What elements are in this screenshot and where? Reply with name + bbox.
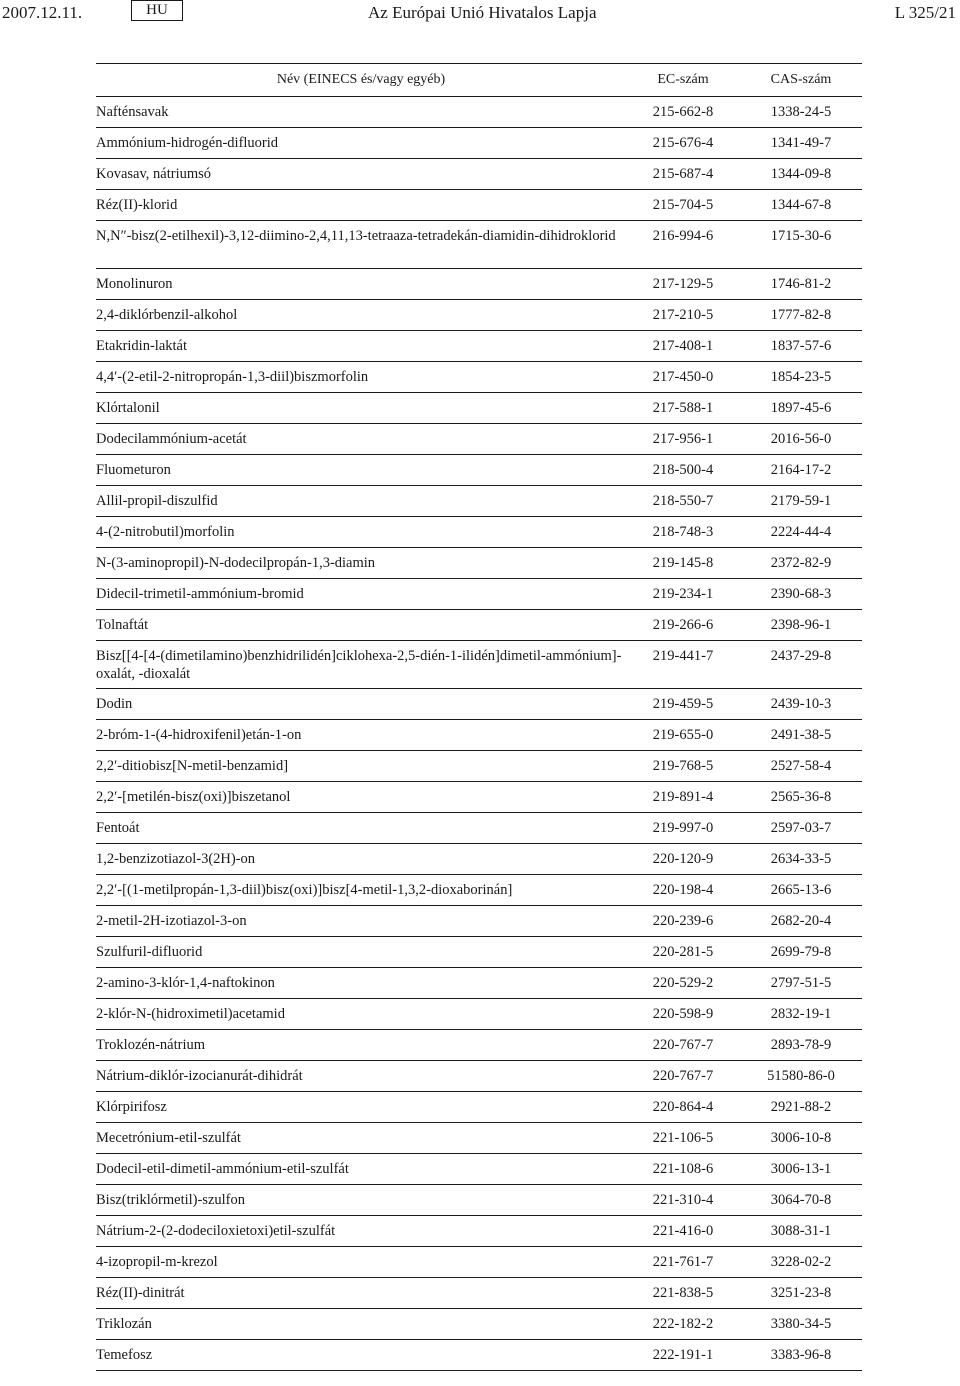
ec-number-cell: 218-500-4 [626,455,740,486]
table-row [96,875,862,906]
table-row [96,548,862,579]
table-row [96,813,862,844]
table-row [96,393,862,424]
substance-name-cell: 1,2-benzizotiazol-3(2H)-on [96,844,626,875]
substance-name-cell: 4-izopropil-m-krezol [96,1247,626,1278]
cas-number-cell: 3006-13-1 [740,1154,862,1185]
table-header-row [96,64,862,97]
cas-number-cell: 3006-10-8 [740,1123,862,1154]
ec-number-cell: 220-281-5 [626,937,740,968]
ec-number-cell: 221-108-6 [626,1154,740,1185]
ec-number-cell: 219-655-0 [626,720,740,751]
table-row [96,97,862,128]
table-row [96,844,862,875]
cas-number-cell: 2439-10-3 [740,689,862,720]
ec-number-cell: 220-767-7 [626,1030,740,1061]
table-row [96,999,862,1030]
cas-number-cell: 2893-78-9 [740,1030,862,1061]
cas-number-cell: 51580-86-0 [740,1061,862,1092]
table-row [96,331,862,362]
substance-name-cell: Monolinuron [96,269,626,300]
substance-name-cell: Tolnaftát [96,610,626,641]
substance-name-cell: 4-(2-nitrobutil)morfolin [96,517,626,548]
ec-number-cell: 221-310-4 [626,1185,740,1216]
table-row [96,1340,862,1371]
ec-number-cell: 217-588-1 [626,393,740,424]
table-row [96,517,862,548]
ec-number-cell: 222-182-2 [626,1309,740,1340]
table-row [96,782,862,813]
cas-number-cell: 1715-30-6 [740,221,862,269]
cas-number-cell: 2390-68-3 [740,579,862,610]
substance-name-cell: Temefosz [96,1340,626,1371]
ec-number-cell: 219-266-6 [626,610,740,641]
table-row [96,1247,862,1278]
substance-name-cell: Fluometuron [96,455,626,486]
ec-number-cell: 217-408-1 [626,331,740,362]
ec-number-cell: 217-210-5 [626,300,740,331]
ec-number-cell: 219-891-4 [626,782,740,813]
table-row [96,1309,862,1340]
substance-name-cell: 2,2′-[metilén-bisz(oxi)]biszetanol [96,782,626,813]
substance-name-cell: Troklozén-nátrium [96,1030,626,1061]
substance-name-cell: 2-metil-2H-izotiazol-3-on [96,906,626,937]
table-row [96,1092,862,1123]
cas-number-cell: 2665-13-6 [740,875,862,906]
ec-number-cell: 217-129-5 [626,269,740,300]
substance-name-cell: Triklozán [96,1309,626,1340]
ec-number-cell: 215-704-5 [626,190,740,221]
ec-number-cell: 217-450-0 [626,362,740,393]
ec-number-cell: 222-191-1 [626,1340,740,1371]
substance-name-cell: Szulfuril-difluorid [96,937,626,968]
table-row [96,190,862,221]
cas-number-cell: 2597-03-7 [740,813,862,844]
table-row [96,269,862,300]
ec-number-cell: 219-441-7 [626,641,740,689]
substance-table [96,63,862,1371]
table-row [96,641,862,689]
ec-number-cell: 220-239-6 [626,906,740,937]
substance-name-cell: 4,4′-(2-etil-2-nitropropán-1,3-diil)biszmorfolin [96,362,626,393]
ec-number-cell: 220-598-9 [626,999,740,1030]
substance-name-cell: Réz(II)-dinitrát [96,1278,626,1309]
table-row [96,937,862,968]
table-row [96,1278,862,1309]
ec-number-cell: 216-994-6 [626,221,740,269]
ec-number-cell: 220-198-4 [626,875,740,906]
table-row [96,720,862,751]
substance-name-cell: Fentoát [96,813,626,844]
ec-number-cell: 220-120-9 [626,844,740,875]
cas-number-cell: 2921-88-2 [740,1092,862,1123]
ec-number-cell: 220-864-4 [626,1092,740,1123]
ec-number-cell: 220-767-7 [626,1061,740,1092]
substance-name-cell: Réz(II)-klorid [96,190,626,221]
ec-number-cell: 221-416-0 [626,1216,740,1247]
cas-number-cell: 1338-24-5 [740,97,862,128]
cas-number-cell: 2164-17-2 [740,455,862,486]
table-row [96,1185,862,1216]
cas-number-cell: 2016-56-0 [740,424,862,455]
cas-number-cell: 2682-20-4 [740,906,862,937]
cas-number-cell: 3251-23-8 [740,1278,862,1309]
table-row [96,362,862,393]
cas-number-cell: 2372-82-9 [740,548,862,579]
table-row [96,1123,862,1154]
substance-name-cell: 2,2′-[(1-metilpropán-1,3-diil)bisz(oxi)]bisz[4-metil-1,3,2-dioxaborinán] [96,875,626,906]
ec-number-cell: 221-838-5 [626,1278,740,1309]
table-row [96,1061,862,1092]
substance-name-cell: Klórpirifosz [96,1092,626,1123]
table-row [96,128,862,159]
cas-number-cell: 3380-34-5 [740,1309,862,1340]
cas-number-cell: 2832-19-1 [740,999,862,1030]
ec-number-cell: 217-956-1 [626,424,740,455]
ec-number-cell: 218-748-3 [626,517,740,548]
substance-name-cell: N-(3-aminopropil)-N-dodecilpropán-1,3-diamin [96,548,626,579]
publication-date: 2007.12.11. [2,3,83,22]
substance-name-cell: 2-amino-3-klór-1,4-naftokinon [96,968,626,999]
cas-number-cell: 2527-58-4 [740,751,862,782]
table-row [96,159,862,190]
cas-number-cell: 1777-82-8 [740,300,862,331]
cas-number-cell: 2491-38-5 [740,720,862,751]
table-row [96,221,862,269]
cas-number-cell: 2565-36-8 [740,782,862,813]
cas-number-cell: 1341-49-7 [740,128,862,159]
ec-number-cell: 215-676-4 [626,128,740,159]
ec-number-cell: 221-106-5 [626,1123,740,1154]
substance-name-cell: Ammónium-hidrogén-difluorid [96,128,626,159]
table-row [96,455,862,486]
substance-name-cell: 2-bróm-1-(4-hidroxifenil)etán-1-on [96,720,626,751]
cas-number-cell: 2797-51-5 [740,968,862,999]
table-row [96,610,862,641]
table-row [96,579,862,610]
table-row [96,1030,862,1061]
substance-name-cell: N,N″-bisz(2-etilhexil)-3,12-diimino-2,4,11,13-tetraaza-tetradekán-diamidin-dihidroklorid [96,221,626,269]
table-row [96,300,862,331]
cas-number-cell: 2224-44-4 [740,517,862,548]
ec-number-cell: 219-997-0 [626,813,740,844]
table-row [96,1154,862,1185]
cas-number-cell: 2179-59-1 [740,486,862,517]
substance-name-cell: Klórtalonil [96,393,626,424]
ec-number-cell: 218-550-7 [626,486,740,517]
table-row [96,1216,862,1247]
cas-number-cell: 3088-31-1 [740,1216,862,1247]
page-header [0,0,960,26]
ec-number-cell: 221-761-7 [626,1247,740,1278]
table-row [96,424,862,455]
ec-number-cell: 219-145-8 [626,548,740,579]
table-row [96,968,862,999]
substance-name-cell: 2,4-diklórbenzil-alkohol [96,300,626,331]
cas-number-cell: 1344-67-8 [740,190,862,221]
substance-name-cell: Dodin [96,689,626,720]
substance-name-cell: Mecetrónium-etil-szulfát [96,1123,626,1154]
cas-number-cell: 2699-79-8 [740,937,862,968]
ec-number-cell: 219-234-1 [626,579,740,610]
substance-name-cell: 2,2′-ditiobisz[N-metil-benzamid] [96,751,626,782]
substance-name-cell: Nafténsavak [96,97,626,128]
cas-number-cell: 1854-23-5 [740,362,862,393]
cas-number-cell: 2437-29-8 [740,641,862,689]
ec-number-cell: 215-662-8 [626,97,740,128]
cas-number-cell: 3228-02-2 [740,1247,862,1278]
language-badge: HU [131,0,183,21]
page-reference: L 325/21 [894,3,956,22]
ec-number-cell: 219-768-5 [626,751,740,782]
table-row [96,689,862,720]
cas-number-cell: 3383-96-8 [740,1340,862,1371]
cas-number-cell: 1344-09-8 [740,159,862,190]
table-row [96,751,862,782]
substance-name-cell: Nátrium-2-(2-dodeciloxietoxi)etil-szulfát [96,1216,626,1247]
substance-name-cell: Nátrium-diklór-izocianurát-dihidrát [96,1061,626,1092]
journal-title: Az Európai Unió Hivatalos Lapja [368,3,597,22]
ec-number-cell: 215-687-4 [626,159,740,190]
ec-number-cell: 220-529-2 [626,968,740,999]
cas-number-cell: 2634-33-5 [740,844,862,875]
substance-name-cell: Didecil-trimetil-ammónium-bromid [96,579,626,610]
column-header-cas: CAS-szám [740,64,862,97]
column-header-ec: EC-szám [626,64,740,97]
substance-name-cell: Dodecilammónium-acetát [96,424,626,455]
table-body [96,97,862,1371]
column-header-name: Név (EINECS és/vagy egyéb) [96,64,626,97]
table-row [96,486,862,517]
cas-number-cell: 1897-45-6 [740,393,862,424]
cas-number-cell: 2398-96-1 [740,610,862,641]
substance-name-cell: Dodecil-etil-dimetil-ammónium-etil-szulfát [96,1154,626,1185]
substance-name-cell: Allil-propil-diszulfid [96,486,626,517]
substance-name-cell: Bisz(triklórmetil)-szulfon [96,1185,626,1216]
cas-number-cell: 1837-57-6 [740,331,862,362]
cas-number-cell: 3064-70-8 [740,1185,862,1216]
ec-number-cell: 219-459-5 [626,689,740,720]
substance-name-cell: Bisz[[4-[4-(dimetilamino)benzhidrilidén]ciklohexa-2,5-dién-1-ilidén]dimetil-ammónium]-oxalát, -dioxalát [96,641,626,689]
substance-name-cell: Kovasav, nátriumsó [96,159,626,190]
substance-name-cell: 2-klór-N-(hidroximetil)acetamid [96,999,626,1030]
table-row [96,906,862,937]
substance-name-cell: Etakridin-laktát [96,331,626,362]
cas-number-cell: 1746-81-2 [740,269,862,300]
